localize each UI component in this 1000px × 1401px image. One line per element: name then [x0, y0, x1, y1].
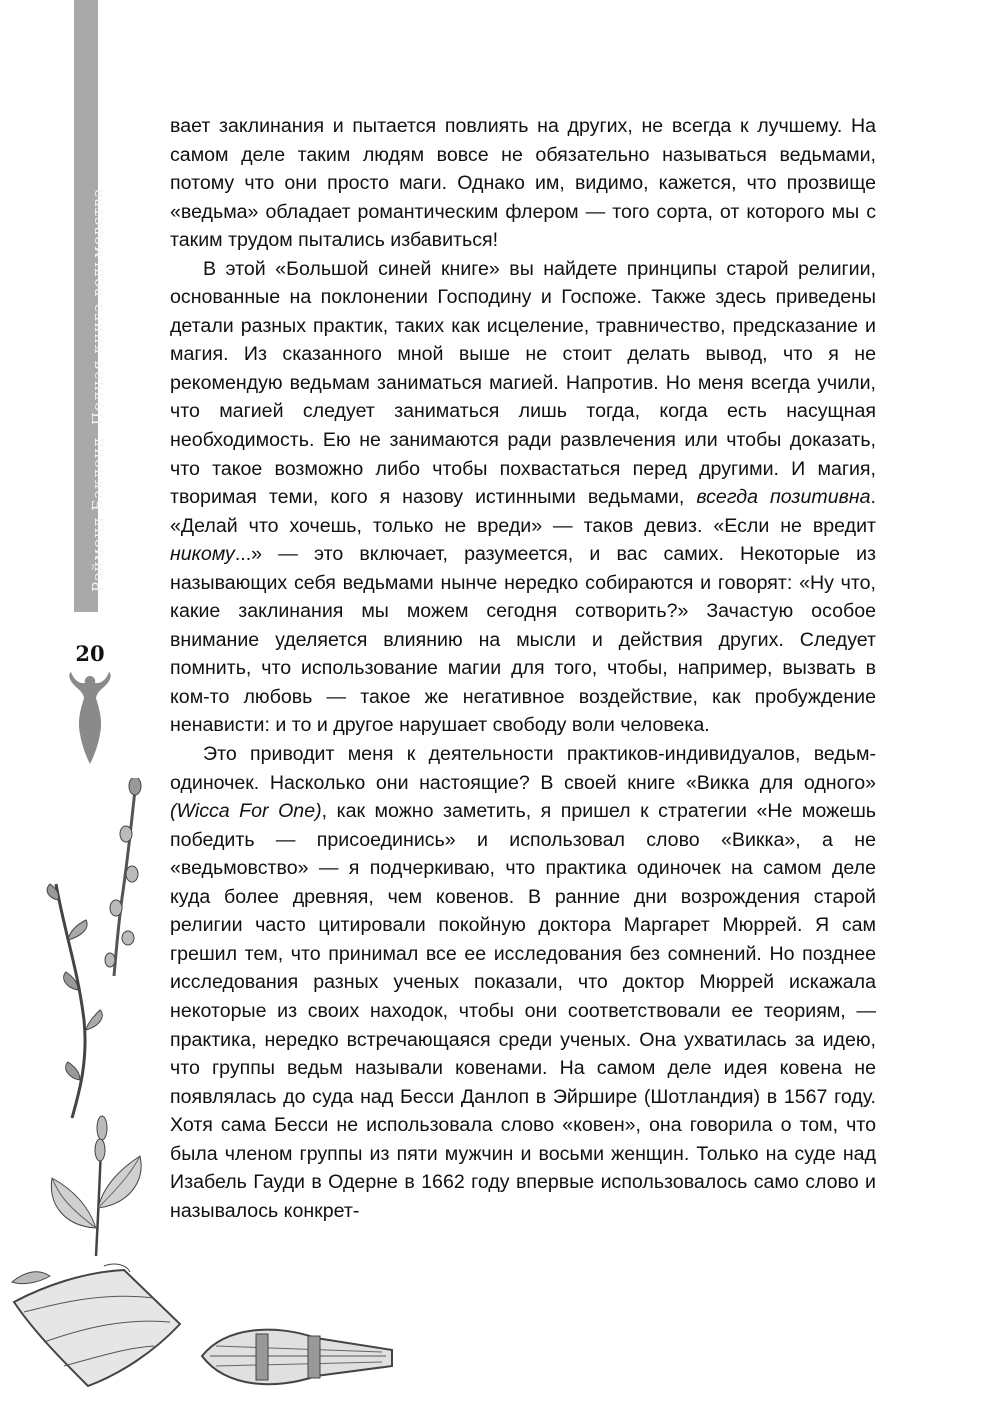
- emphasis-wicca-for-one: (Wicca For One): [170, 800, 322, 823]
- paragraph-2: В этой «Большой синей книге» вы найдете принципы старой религии, основанные на поклонении Господину и Госпоже. Также здесь приведены детали разных практик, таких как исцеление, травничество, предсказание и магия. Из сказанного мной выше не стоит делать вывод, что я не рекомендую ведьмам заниматься магией. Напротив. Но меня всегда учили, что магией следует заниматься лишь тогда, когда есть насущная необходимость. Ею не занимаются ради развлечения или чтобы доказать, что такое возможно либо чтобы похвастаться перед другими. И магия, творимая теми, кого я назову истинными ведьмами, всегда позитивна. «Делай что хочешь, только не вреди» — таков девиз. «Если не вредит никому...» — это включает, разумеется, и вас самих. Некоторые из называющих себя ведьмами нынче нередко собираются и говорят: «Ну что, какие заклинания мы можем сегодня сотворить?» Зачастую особое внимание уделяется влиянию на мысли и действия других. Следует помнить, что использование магии для того, чтобы, например, вызвать в ком-то любовь — такое же негативное воздействие, как пробуждение ненависти: и то и другое нарушает свободу воли человека.: [170, 257, 876, 737]
- wheat-sprig-icon: [44, 1108, 154, 1258]
- main-text: [170, 112, 876, 1225]
- emphasis-always-positive: всегда позитивна: [696, 486, 871, 509]
- goddess-figure-icon: [62, 668, 118, 766]
- paragraph-1: вает заклинания и пытается повлиять на других, не всегда к лучшему. На самом деле таким людям вовсе не обязательно называться ведьмами, потому что они просто маги. Однако им, видимо, кажется, что прозвище «ведьма» обладает романтическим флером — того сорта, от которого мы с таким трудом пытались избавиться!: [170, 115, 876, 252]
- emphasis-nobody: никому: [170, 543, 235, 566]
- paragraph-3: Это приводит меня к деятельности практиков-индивидуалов, ведьм-одиночек. Насколько они настоящие? В своей книге «Викка для одного» (Wicca For One), как можно заметить, я пришел к стратегии «Не можешь победить — присоединись» и использовал слово «Викка», а не «ведьмовство» — я подчеркиваю, что практика одиночек на самом деле куда более древняя, чем ковенов. В ранние дни возрождения старой религии часто цитировали покойную доктора Маргарет Мюррей. Я сам грешил тем, что принимал все ее исследования без сомнений. Но позднее исследования разных ученых показали, что доктор Мюррей искажала некоторые из своих находок, чтобы они соответствовали ее теориям, — практика, нередко встречающаяся среди ученых. Она ухватилась за идею, что группы ведьм называли ковенами. На самом деле идея ковена не появлялась до суда над Бесси Данлоп в Эйршире (Шотландия) в 1567 году. Хотя сама Бесси не использовала слово «ковен», она говорила о том, что была членом группы из пяти мужчин и восьми женщин. Только на суде над Изабель Гауди в Одерне в 1662 году впервые использовалось само слово и называлось конкрет-: [170, 743, 877, 1222]
- tied-herb-bundle-icon: [196, 1316, 396, 1396]
- page-number: 20: [75, 641, 105, 666]
- herb-bundle-icon: [4, 1262, 194, 1392]
- leafy-branch-icon: [42, 880, 112, 1120]
- running-title: Рэймонд Бакленд. Полная книга ведьмовства: [89, 187, 107, 592]
